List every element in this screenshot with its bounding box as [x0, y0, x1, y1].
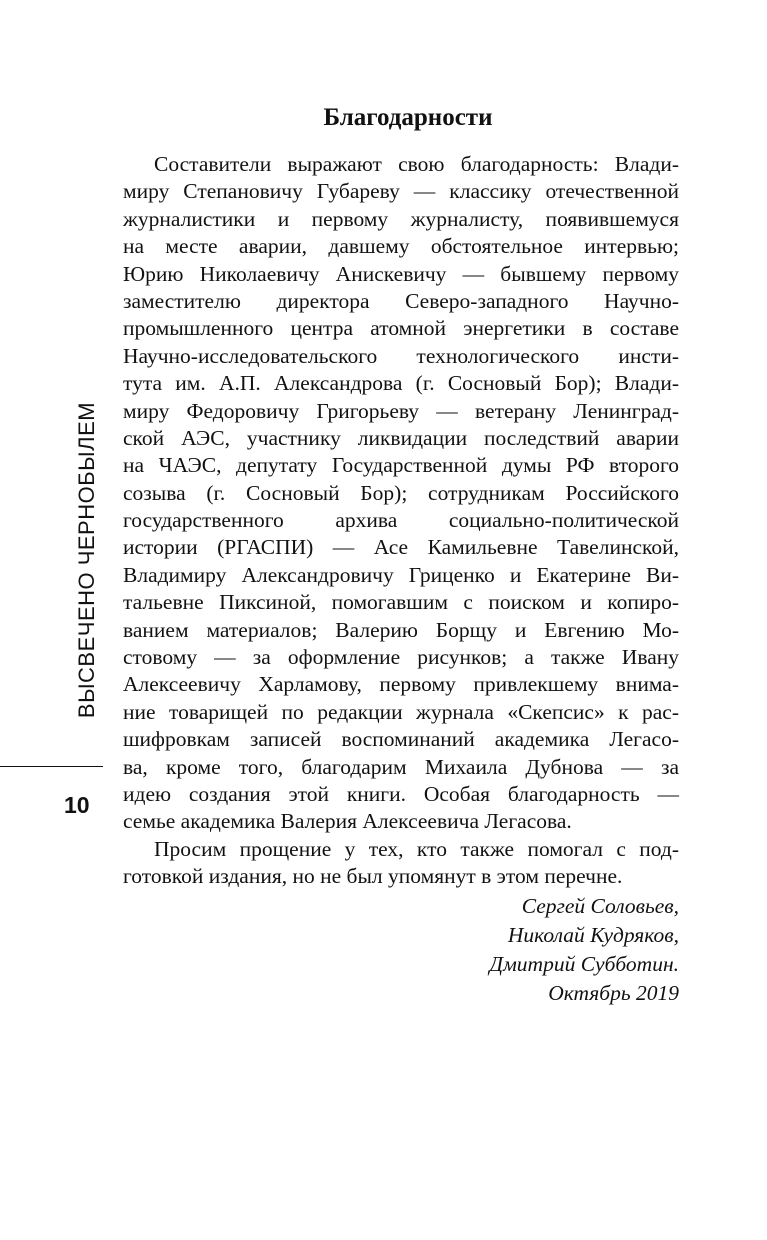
text-line: Научно-исследовательского технологического инсти-	[123, 343, 679, 368]
text-line: ва, кроме того, благодарим Михаила Дубнова — за	[123, 754, 679, 779]
signature-date: Октябрь 2019	[548, 980, 679, 1005]
text-line: ние товарищей по редакции журнала «Скепсис» к рас-	[123, 699, 679, 724]
text-line: миру Степановичу Губареву — классику отечественной	[123, 179, 679, 204]
page-number: 10	[64, 792, 90, 818]
text-line: журналистики и первому журналисту, появившемуся	[123, 206, 679, 231]
text-line: промышленного центра атомной энергетики в составе	[123, 316, 679, 341]
text-line: истории (РГАСПИ) — Асе Камильевне Тавелинской,	[123, 535, 679, 560]
margin-rule	[0, 766, 103, 767]
text-line: Владимиру Александровичу Гриценко и Екатерине Ви-	[123, 562, 679, 587]
acknowledgements-paragraph	[123, 151, 679, 836]
apology-paragraph	[123, 836, 679, 891]
text-line: идею создания этой книги. Особая благодарность —	[123, 781, 679, 806]
text-line: на ЧАЭС, депутату Государственной думы РФ второго	[123, 453, 679, 478]
text-line: Юрию Николаевичу Анискевичу — бывшему первому	[123, 261, 679, 286]
text-line: миру Федоровичу Григорьеву — ветерану Ленинград-	[123, 398, 679, 423]
text-line: семье академика Валерия Алексеевича Легасова.	[123, 809, 572, 834]
page-content	[123, 103, 679, 1008]
text-line: на месте аварии, давшему обстоятельное интервью;	[123, 234, 679, 259]
text-line: ванием материалов; Валерию Борщу и Евгению Мо-	[123, 617, 679, 642]
section-heading: Благодарности	[323, 104, 493, 131]
text-line: Алексеевичу Харламову, первому привлекшему внима-	[123, 672, 679, 697]
signature-line: Сергей Соловьев,	[521, 893, 679, 918]
text-line: государственного архива социально-политической	[123, 508, 679, 533]
signature-line: Николай Кудряков,	[507, 922, 679, 947]
text-line: тальевне Пиксиной, помогавшим с поиском и копиро-	[123, 590, 679, 615]
text-line: созыва (г. Сосновый Бор); сотрудникам Российского	[123, 480, 679, 505]
text-line: заместителю директора Северо-западного Научно-	[123, 288, 679, 313]
text-line: стовому — за оформление рисунков; а также Ивану	[123, 645, 679, 670]
running-title: ВЫСВЕЧЕНО ЧЕРНОБЫЛЕМ	[74, 401, 99, 719]
signature-block	[123, 892, 679, 1008]
text-line: готовкой издания, но не был упомянут в этом перечне.	[123, 864, 623, 889]
text-line: тута им. А.П. Александрова (г. Сосновый Бор); Влади-	[123, 371, 679, 396]
signature-line: Дмитрий Субботин.	[489, 951, 679, 976]
text-line: Составители выражают свою благодарность: Влади-	[154, 152, 679, 176]
text-line: шифровкам записей воспоминаний академика Легасо-	[123, 727, 679, 752]
text-line: ской АЭС, участнику ликвидации последствий аварии	[123, 425, 679, 450]
text-line: Просим прощение у тех, кто также помогал с под-	[154, 836, 679, 861]
